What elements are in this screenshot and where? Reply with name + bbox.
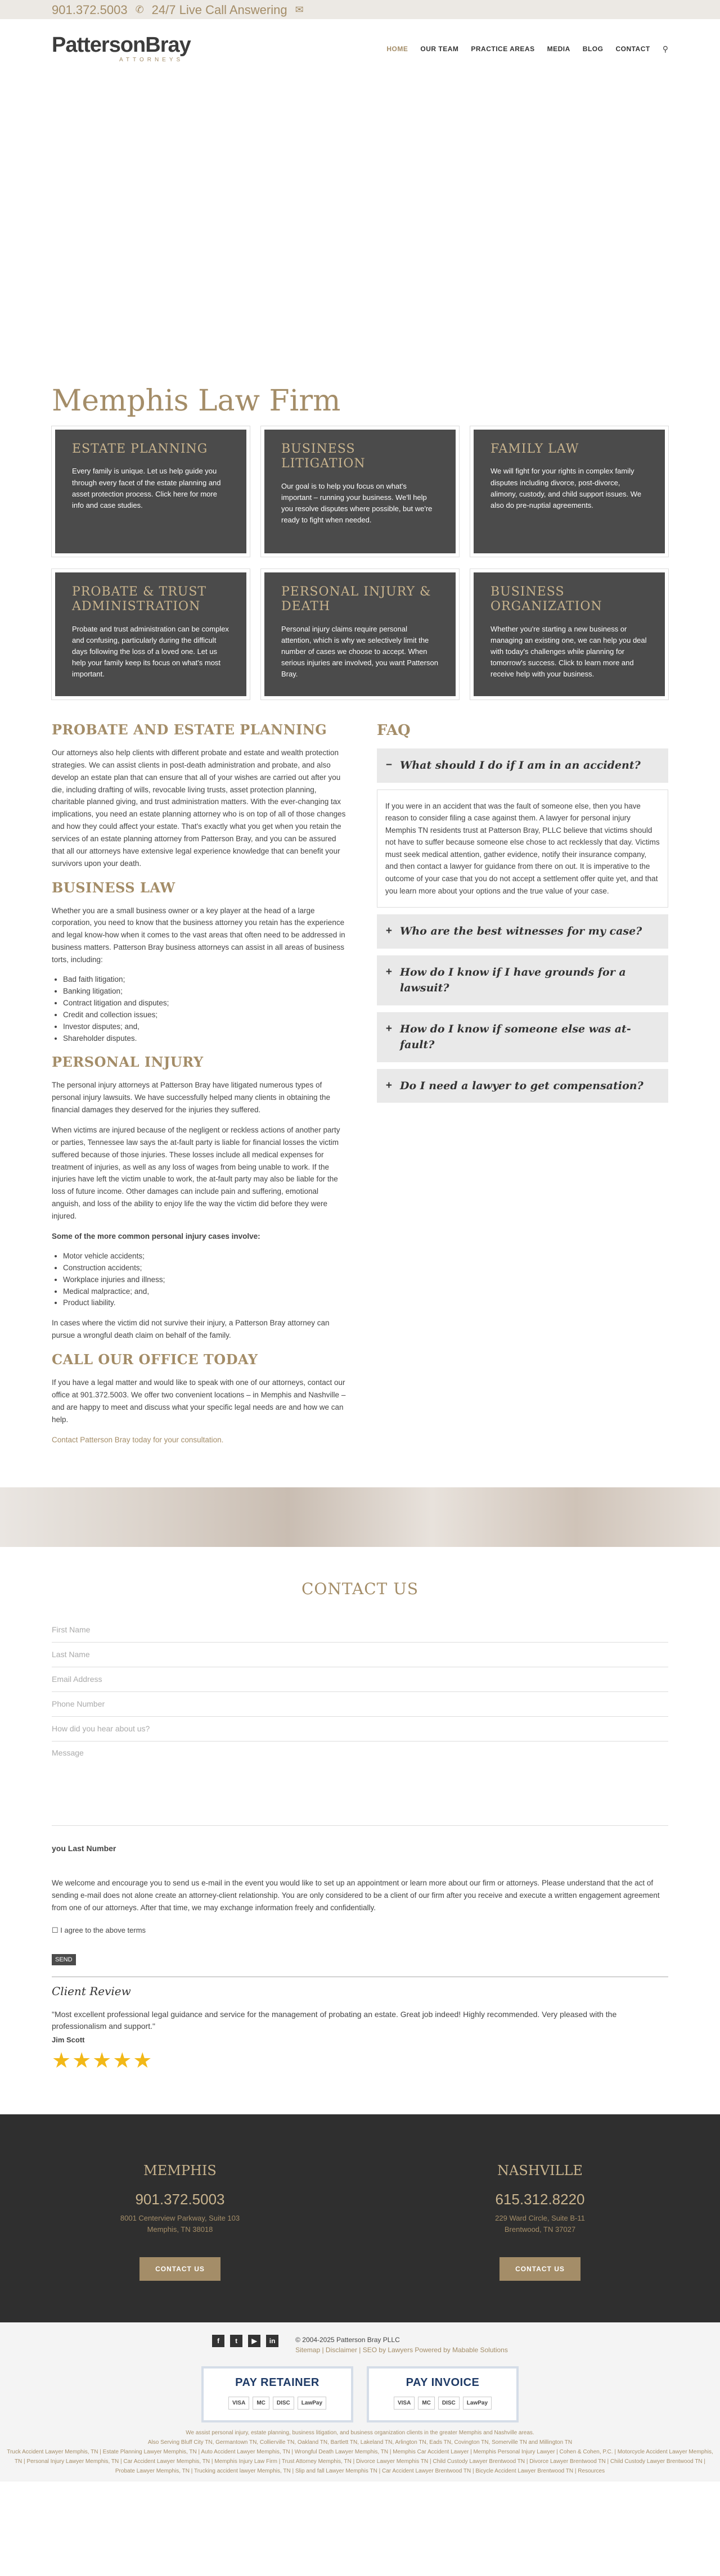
mastercard-icon: MC bbox=[418, 2397, 435, 2410]
faq-item[interactable] bbox=[377, 914, 668, 949]
card-text: We will fight for your rights in complex family disputes including divorce, post-divorce, alimony, custody, and child support issues. We also do pre-nuptial agreements. bbox=[490, 467, 642, 509]
nav-home[interactable]: HOME bbox=[386, 45, 408, 53]
seo-text: We assist personal injury, estate planning, business litigation, and business organization clients in the greater Memphis and Nashville areas. bbox=[186, 2430, 534, 2437]
review-text: "Most excellent professional legal guidance and service for the management of probating an estate. Great job indeed! Highly recommended. Very pleased with the professionalism and support." bbox=[52, 2009, 617, 2031]
discover-icon: DISC bbox=[273, 2397, 294, 2410]
paragraph: If you have a legal matter and would like to speak with one of our attorneys, contact our office at 901.372.5003. We offer two convenient locations – in Memphis and Nashville – and are happy to meet and discuss what your specific legal needs are and how we can help. bbox=[52, 1378, 346, 1424]
contact-section bbox=[0, 1577, 720, 2077]
discover-icon: DISC bbox=[438, 2397, 460, 2410]
contact-title: CONTACT US bbox=[301, 1580, 419, 1599]
list-item: • Shareholder disputes. bbox=[63, 1033, 349, 1045]
list-item: • Medical malpractice; and, bbox=[63, 1286, 349, 1298]
facebook-icon[interactable]: f bbox=[212, 2335, 224, 2347]
office-city: NASHVILLE bbox=[497, 2163, 583, 2179]
faq-answer: If you were in an accident that was the fault of someone else, then you have reason to consider filing a case against them. A lawyer for personal injury Memphis TN residents trust at Patterson Bray, PLLC believe that victims should not have to suffer because someone else chose to act recklessly that day. Victims must seek medical attention, gather evidence, notify their insurance company, and then contact a lawyer for guidance from there on out. It is imperative to the outcome of your case that you do not accept a settlement offer quite yet, and that you learn more about your options and the true value of your case. bbox=[377, 790, 668, 908]
lawpay-icon: LawPay bbox=[463, 2397, 492, 2410]
phone-field[interactable]: Phone Number bbox=[52, 1692, 668, 1717]
office-city: MEMPHIS bbox=[143, 2163, 217, 2179]
list-item: • Credit and collection issues; bbox=[63, 1009, 349, 1021]
card-title: BUSINESS LITIGATION bbox=[281, 442, 366, 471]
office-nashville bbox=[456, 2160, 624, 2322]
faq-item[interactable] bbox=[377, 1012, 668, 1062]
office-phone[interactable]: 615.312.8220 bbox=[495, 2191, 585, 2208]
card-text: Every family is unique. Let us help guide you through every facet of the estate planning and asset protection process. Click here for more info and case studies. bbox=[72, 467, 221, 509]
faq-item[interactable] bbox=[377, 955, 668, 1005]
consultation-link[interactable]: Contact Patterson Bray today for your consultation. bbox=[52, 1435, 224, 1444]
agree-row bbox=[52, 1925, 668, 1936]
plus-icon: + bbox=[385, 1079, 392, 1091]
youtube-icon[interactable]: ▶ bbox=[248, 2335, 260, 2347]
nav-contact[interactable]: CONTACT bbox=[615, 45, 650, 53]
form-label: you Last Number bbox=[52, 1844, 116, 1853]
social-links bbox=[212, 2335, 278, 2347]
review-title: Client Review bbox=[52, 1984, 131, 1998]
nav-blog[interactable]: BLOG bbox=[582, 45, 604, 53]
top-bar bbox=[0, 0, 720, 19]
twitter-icon[interactable]: t bbox=[230, 2335, 242, 2347]
faq-question: What should I do if I am in an accident? bbox=[400, 759, 641, 772]
offices-section bbox=[0, 2114, 720, 2322]
page-title: Memphis Law Firm bbox=[52, 384, 341, 418]
card-probate-trust[interactable] bbox=[52, 569, 250, 700]
content-column bbox=[52, 720, 349, 1454]
office-phone[interactable]: 901.372.5003 bbox=[135, 2191, 225, 2208]
card-title: ESTATE PLANNING bbox=[72, 442, 208, 456]
send-button[interactable]: SEND bbox=[52, 1954, 76, 1965]
section-heading: CALL OUR OFFICE TODAY bbox=[52, 1351, 258, 1368]
seo-links[interactable]: Truck Accident Lawyer Memphis, TN | Estate Planning Lawyer Memphis, TN | Auto Accident Lawyer Memphis, TN | Wrongful Death Lawyer Memphis, TN | Memphis Car Accident Lawyer | Memphis Personal Injury Lawyer | Cohen & Cohen, P.C. | Motorcycle Accident Lawyer Memphis, TN | Personal Injury Lawyer Memphis, TN | Car Accident Lawyer Memphis, TN | Memphis Injury Law Firm | Trust Attorney Memphis, TN | Divorce Lawyer Memphis TN | Child Custody Lawyer Brentwood TN | Divorce Lawyer Brentwood TN | Child Custody Lawyer Brentwood TN | Probate Lawyer Memphis, TN | Trucking accident lawyer Memphis, TN | Slip and fall Lawyer Memphis TN | Car Accident Lawyer Brentwood TN | Bicycle Accident Lawyer Brentwood TN | Resources bbox=[7, 2449, 713, 2475]
card-business-litigation[interactable] bbox=[261, 426, 459, 557]
plus-icon: + bbox=[385, 925, 392, 937]
list-item: • Banking litigation; bbox=[63, 986, 349, 998]
agree-label: I agree to the above terms bbox=[60, 1926, 146, 1935]
list-item: • Contract litigation and disputes; bbox=[63, 998, 349, 1009]
email-field[interactable]: Email Address bbox=[52, 1667, 668, 1692]
card-text: Whether you're starting a new business or managing an existing one, we can help you deal with today's challenges while planning for tomorrow's success. Click to learn more and receive help with your business. bbox=[490, 624, 647, 679]
linkedin-icon[interactable]: in bbox=[266, 2335, 278, 2347]
phone-icon: ✆ bbox=[135, 3, 144, 15]
mastercard-icon: MC bbox=[253, 2397, 269, 2410]
office-address: 229 Ward Circle, Suite B-11 bbox=[495, 2214, 585, 2223]
lawpay-icon: LawPay bbox=[298, 2397, 326, 2410]
card-text: Our goal is to help you focus on what's important – running your business. We'll help you resolve disputes where possible, but we're ready to fight when needed. bbox=[281, 481, 433, 525]
disclaimer-text: We welcome and encourage you to send us e-mail in the event you would like to set up an appointment or learn more about our firm or attorneys. Please understand that the act of sending e-mail does not alone create an attorney-client relationship. You are only considered to be a client of our firm after you receive and execute a written engagement agreement from one of our attorneys. After that time, we may exchange information freely and confidentially. bbox=[52, 1879, 660, 1912]
faq-title: FAQ bbox=[376, 722, 411, 739]
agree-checkbox[interactable]: ☐ bbox=[52, 1926, 58, 1935]
card-logos bbox=[204, 2397, 351, 2410]
paragraph: Whether you are a small business owner or a key player at the head of a large corporation, you need to know that the business attorney you retain has the experience and legal know-how when it comes to the vast areas that often need to be addressed in business matters. Patterson Bray business attorneys can assist in all areas of business torts, including: bbox=[52, 906, 345, 964]
office-address: 8001 Centerview Parkway, Suite 103 bbox=[120, 2214, 240, 2223]
section-heading: PROBATE AND ESTATE PLANNING bbox=[52, 721, 327, 738]
nav-practice-areas[interactable]: PRACTICE AREAS bbox=[471, 45, 535, 53]
topbar-phone[interactable]: 901.372.5003 bbox=[52, 2, 128, 17]
paragraph: Some of the more common personal injury cases involve: bbox=[52, 1231, 260, 1240]
card-text: Probate and trust administration can be complex and confusing, particularly during the difficult days following the loss of a loved one. Let us help your family keep its focus on what's most important. bbox=[72, 624, 229, 679]
office-address: Memphis, TN 38018 bbox=[147, 2225, 213, 2234]
first-name-field[interactable]: First Name bbox=[52, 1618, 668, 1643]
business-torts-list bbox=[63, 974, 349, 1045]
card-title: PERSONAL INJURY & DEATH bbox=[281, 585, 431, 614]
office-address: Brentwood, TN 37027 bbox=[504, 2225, 576, 2234]
logo-tagline: ATTORNEYS bbox=[119, 56, 184, 63]
card-title: PROBATE & TRUST ADMINISTRATION bbox=[72, 585, 207, 614]
client-review bbox=[52, 1983, 668, 2078]
faq-column bbox=[377, 720, 668, 1454]
nav-our-team[interactable]: OUR TEAM bbox=[420, 45, 459, 53]
pay-invoice-button[interactable] bbox=[367, 2366, 519, 2422]
office-memphis bbox=[96, 2160, 264, 2322]
section-heading: BUSINESS LAW bbox=[52, 879, 176, 896]
card-title: BUSINESS ORGANIZATION bbox=[490, 585, 602, 614]
card-personal-injury[interactable] bbox=[261, 569, 459, 700]
visa-icon: VISA bbox=[228, 2397, 249, 2410]
site-header bbox=[0, 19, 720, 79]
plus-icon: + bbox=[385, 966, 392, 978]
card-family-law[interactable] bbox=[470, 426, 668, 557]
contact-us-button[interactable]: CONTACT US bbox=[500, 2257, 580, 2281]
hero-area bbox=[0, 79, 720, 377]
paragraph: Our attorneys also help clients with different probate and estate and wealth protection strategies. We can assist clients in post-death administration and probate, and also develop an estate plan that can ensure that all of your wishes are carried out after you die, including drafting of wills, revocable living trusts, asset protection planning, charitable planned giving, and trust administration matters. With the ever-changing tax implications, you need an estate planning attorney who is on top of all of those changes and how they could affect your estate. That's exactly what you get when you retain the services of an estate planning attorney from Patterson Bray, and you can be assured that all our attorneys have extensive legal experience knowledge that can benefit your survivors upon your death. bbox=[52, 748, 346, 868]
search-icon[interactable]: ⚲ bbox=[662, 44, 668, 53]
topbar-live: 24/7 Live Call Answering bbox=[151, 2, 287, 17]
plus-icon: + bbox=[385, 1022, 392, 1035]
copyright: © 2004-2025 Patterson Bray PLLC bbox=[295, 2336, 400, 2344]
faq-item[interactable] bbox=[377, 748, 668, 783]
email-icon[interactable]: ✉ bbox=[295, 3, 304, 15]
referral-field[interactable]: How did you hear about us? bbox=[52, 1717, 668, 1742]
list-item: • Workplace injuries and illness; bbox=[63, 1274, 349, 1286]
card-title: FAMILY LAW bbox=[490, 442, 579, 456]
main-content bbox=[0, 720, 720, 1454]
paragraph: When victims are injured because of the negligent or reckless actions of another party or parties, Tennessee law says the at-fault party is liable for financial losses the victim suffered because of those injuries. These losses include all medical expenses for treatment of injuries, as well as any loss of wages from being unable to work. If the injuries have left the victim unable to work, the at-fault party may also be liable for the loss of future income. Other damages can include pain and suffering, emotional anguish, and loss of the ability to enjoy life the way the victim did before they were injured. bbox=[52, 1126, 340, 1221]
faq-question: Who are the best witnesses for my case? bbox=[400, 925, 642, 938]
faq-question: How do I know if someone else was at-fault? bbox=[400, 1022, 631, 1052]
message-field[interactable]: Message bbox=[52, 1742, 668, 1826]
list-item: • Construction accidents; bbox=[63, 1262, 349, 1274]
logo-name: PattersonBray bbox=[52, 33, 191, 57]
list-item: • Investor disputes; and, bbox=[63, 1021, 349, 1033]
injury-cases-list bbox=[63, 1251, 349, 1310]
paragraph: In cases where the victim did not survive their injury, a Patterson Bray attorney can pursue a wrongful death claim on behalf of the family. bbox=[52, 1319, 330, 1340]
contact-us-button[interactable]: CONTACT US bbox=[140, 2257, 220, 2281]
footer-links[interactable]: Sitemap | Disclaimer | SEO by Lawyers Powered by Mabable Solutions bbox=[295, 2346, 508, 2354]
payment-options bbox=[0, 2366, 720, 2422]
seo-text: Also Serving Bluff City TN, Germantown TN, Collierville TN, Oakland TN, Bartlett TN, Lakeland TN, Arlington TN, Eads TN, Covington TN, Somerville TN and Millington TN bbox=[147, 2439, 573, 2446]
site-footer bbox=[0, 2322, 720, 2482]
pay-retainer-button[interactable] bbox=[201, 2366, 353, 2422]
main-nav bbox=[386, 43, 668, 55]
logo[interactable] bbox=[52, 34, 191, 64]
card-logos bbox=[369, 2397, 516, 2410]
nav-media[interactable]: MEDIA bbox=[547, 45, 570, 53]
review-author: Jim Scott bbox=[52, 2035, 85, 2044]
section-heading: PERSONAL INJURY bbox=[52, 1054, 204, 1071]
list-item: • Bad faith litigation; bbox=[63, 974, 349, 986]
practice-grid bbox=[0, 426, 720, 700]
pay-label: PAY INVOICE bbox=[406, 2376, 480, 2389]
card-text: Personal injury claims require personal attention, which is why we selectively limit the number of cases we choose to accept. When serious injuries are involved, you want Patterson Bray. bbox=[281, 624, 438, 679]
pay-label: PAY RETAINER bbox=[235, 2376, 320, 2389]
card-business-organization[interactable] bbox=[470, 569, 668, 700]
star-rating: ★★★★★ bbox=[52, 2049, 154, 2073]
visa-icon: VISA bbox=[394, 2397, 415, 2410]
decorative-banner bbox=[0, 1487, 720, 1547]
list-item: • Motor vehicle accidents; bbox=[63, 1251, 349, 1262]
last-name-field[interactable]: Last Name bbox=[52, 1643, 668, 1667]
minus-icon: − bbox=[385, 759, 392, 771]
paragraph: The personal injury attorneys at Patterson Bray have litigated numerous types of personal injury lawsuits. We have successfully helped many clients in obtaining the financial damages they deserved for the injuries they suffered. bbox=[52, 1081, 331, 1115]
faq-question: How do I know if I have grounds for a lawsuit? bbox=[400, 966, 626, 995]
card-estate-planning[interactable] bbox=[52, 426, 250, 557]
list-item: • Product liability. bbox=[63, 1297, 349, 1309]
faq-question: Do I need a lawyer to get compensation? bbox=[400, 1079, 644, 1092]
faq-item[interactable] bbox=[377, 1069, 668, 1103]
